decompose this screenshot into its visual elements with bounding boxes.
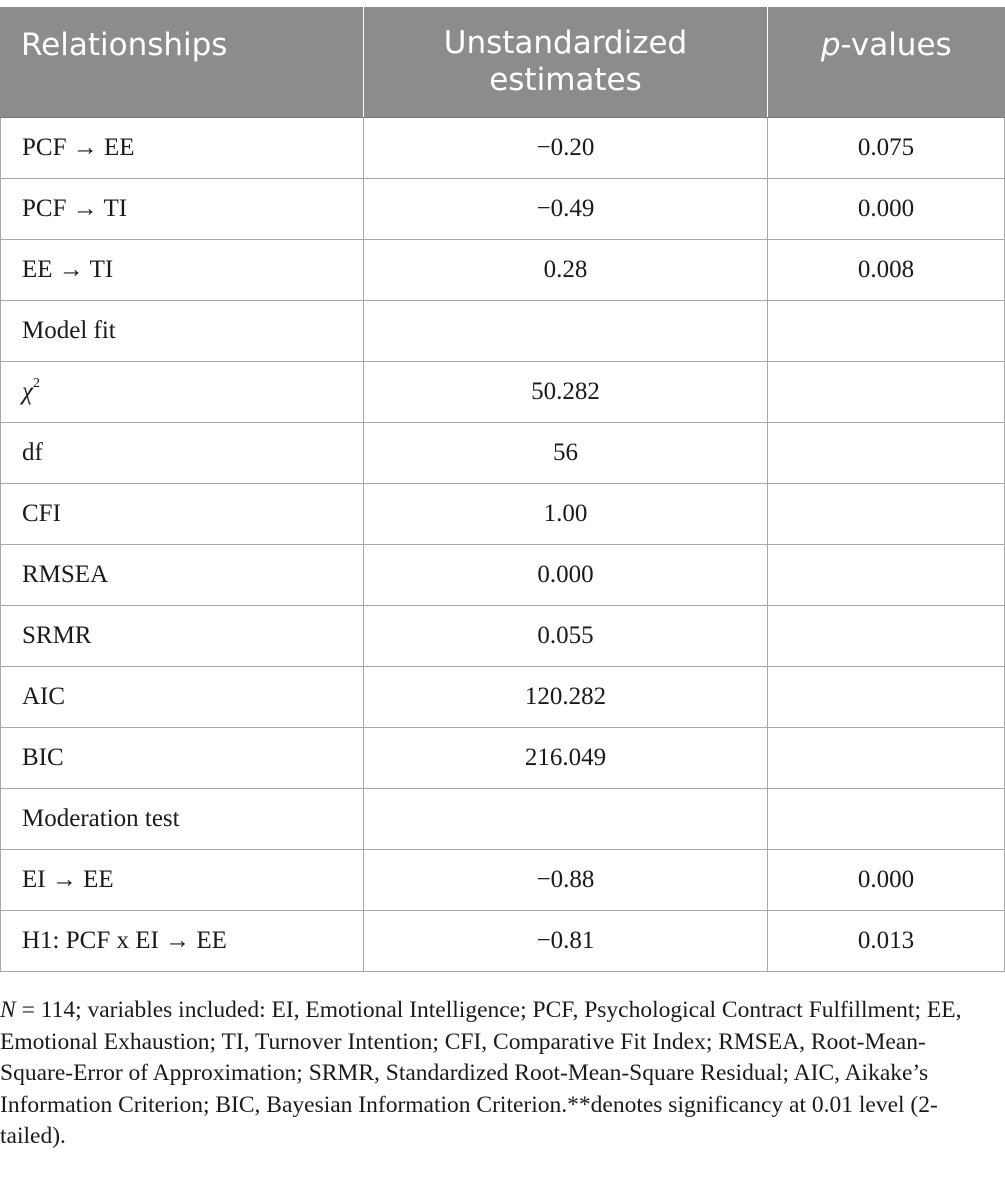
row-p-value — [768, 606, 1005, 667]
table-row — [1, 118, 1005, 179]
footnote-n-symbol: N — [0, 997, 16, 1023]
row-p-value: 0.008 — [768, 240, 1005, 301]
results-table-container — [0, 7, 1004, 972]
table-row — [1, 606, 1005, 667]
row-label: H1: PCF x EI → EE — [1, 911, 364, 972]
row-estimate: 0.000 — [364, 545, 768, 606]
row-p-value — [768, 667, 1005, 728]
row-label: RMSEA — [1, 545, 364, 606]
row-label: SRMR — [1, 606, 364, 667]
row-estimate: 0.28 — [364, 240, 768, 301]
header-estimates-line2: estimates — [489, 62, 642, 98]
table-row — [1, 728, 1005, 789]
row-label: PCF → EE — [1, 118, 364, 179]
row-p-value — [768, 423, 1005, 484]
table-row — [1, 850, 1005, 911]
row-label-chi-square — [1, 362, 364, 423]
row-p-value — [768, 728, 1005, 789]
row-estimate: 56 — [364, 423, 768, 484]
row-estimate: −0.81 — [364, 911, 768, 972]
row-label: BIC — [1, 728, 364, 789]
row-estimate: −0.88 — [364, 850, 768, 911]
row-estimate: 0.055 — [364, 606, 768, 667]
header-estimates-line1: Unstandardized — [443, 25, 688, 61]
row-label: EI → EE — [1, 850, 364, 911]
table-row — [1, 179, 1005, 240]
row-p-value — [768, 362, 1005, 423]
row-label: EE → TI — [1, 240, 364, 301]
header-p-italic: p — [820, 27, 841, 63]
table-row — [1, 484, 1005, 545]
table-row — [1, 911, 1005, 972]
row-label: CFI — [1, 484, 364, 545]
header-unstandardized-estimates — [364, 7, 768, 118]
row-estimate: 120.282 — [364, 667, 768, 728]
table-row-section-model-fit — [1, 301, 1005, 362]
row-estimate: 1.00 — [364, 484, 768, 545]
row-label: PCF → TI — [1, 179, 364, 240]
chi-superscript: 2 — [33, 376, 40, 391]
header-p-rest: -values — [840, 27, 952, 63]
section-label: Model fit — [1, 301, 364, 362]
row-p-value: 0.000 — [768, 850, 1005, 911]
row-label: AIC — [1, 667, 364, 728]
row-estimate — [364, 301, 768, 362]
row-estimate: −0.20 — [364, 118, 768, 179]
row-p-value — [768, 789, 1005, 850]
table-row — [1, 545, 1005, 606]
table-row — [1, 362, 1005, 423]
row-p-value — [768, 545, 1005, 606]
header-relationships: Relationships — [1, 7, 364, 118]
row-p-value — [768, 484, 1005, 545]
row-estimate: 216.049 — [364, 728, 768, 789]
table-row — [1, 240, 1005, 301]
table-row-section-moderation-test — [1, 789, 1005, 850]
chi-symbol: χ — [22, 378, 33, 405]
table-footnote — [0, 995, 990, 1153]
table-header-row — [1, 7, 1005, 118]
row-estimate: −0.49 — [364, 179, 768, 240]
row-p-value — [768, 301, 1005, 362]
table-row — [1, 423, 1005, 484]
row-estimate: 50.282 — [364, 362, 768, 423]
row-p-value: 0.000 — [768, 179, 1005, 240]
row-estimate — [364, 789, 768, 850]
footnote-text: = 114; variables included: EI, Emotional Intelligence; PCF, Psychological Contract Fulfillment; EE, Emotional Exhaustion; TI, Turnover Intention; CFI, Comparative Fit Index; RMSEA, Root-Mean-Square-Error of Approximation; SRMR, Standardized Root-Mean-Square Residual; AIC, Aikake’s Information Criterion; BIC, Bayesian Information Criterion.**denotes significancy at 0.01 level (2-tailed). — [0, 997, 962, 1149]
header-p-values — [768, 7, 1005, 118]
row-p-value: 0.013 — [768, 911, 1005, 972]
table-row — [1, 667, 1005, 728]
results-table — [0, 7, 1005, 972]
section-label: Moderation test — [1, 789, 364, 850]
row-label: df — [1, 423, 364, 484]
row-p-value: 0.075 — [768, 118, 1005, 179]
